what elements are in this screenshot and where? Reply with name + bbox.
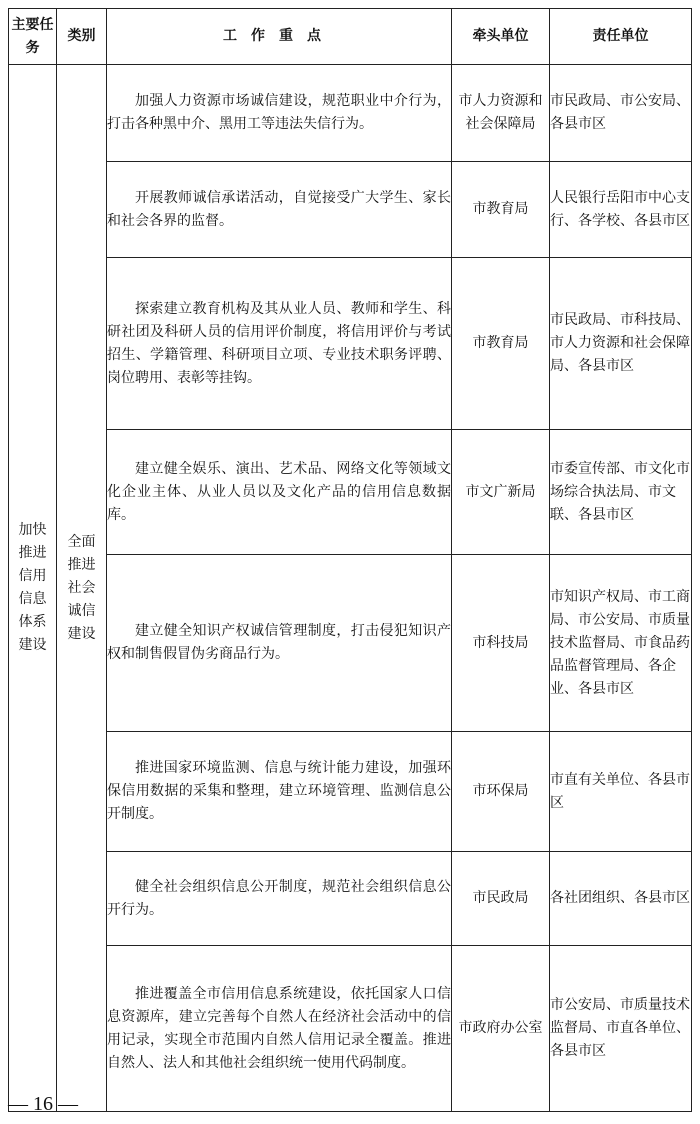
category-text: 全面推进社会诚信建设	[67, 533, 96, 642]
responsible-unit-cell: 人民银行岳阳市中心支行、各学校、各县市区	[550, 162, 692, 258]
main-task-text: 加快推进信用信息体系建设	[18, 522, 47, 653]
lead-unit-cell: 市教育局	[452, 162, 550, 258]
lead-unit-cell: 市文广新局	[452, 430, 550, 555]
page-number: — 16 —	[8, 1093, 78, 1115]
table-row	[9, 555, 692, 732]
lead-unit-cell: 市政府办公室	[452, 946, 550, 1112]
table-row	[9, 732, 692, 852]
responsible-unit-cell: 市知识产权局、市工商局、市公安局、市质量技术监督局、市食品药品监督管理局、各企业、各县市区	[550, 555, 692, 732]
table-row	[9, 162, 692, 258]
work-focus-cell: 探索建立教育机构及其从业人员、教师和学生、科研社团及科研人员的信用评价制度，将信用评价与考试招生、学籍管理、科研项目立项、专业技术职务评聘、岗位聘用、表彰等挂钩。	[107, 258, 452, 430]
work-focus-cell: 推进覆盖全市信用信息系统建设，依托国家人口信息资源库，建立完善每个自然人在经济社会活动中的信用记录，实现全市范围内自然人信用记录全覆盖。推进自然人、法人和其他社会组织统一使用代码制度。	[107, 946, 452, 1112]
header-category: 类别	[57, 9, 107, 65]
lead-unit-cell: 市环保局	[452, 732, 550, 852]
responsible-unit-cell: 市民政局、市公安局、各县市区	[550, 65, 692, 162]
responsible-unit-cell: 市直有关单位、各县市区	[550, 732, 692, 852]
table-header-row	[9, 9, 692, 65]
document-table-wrapper	[8, 8, 692, 1112]
table-row	[9, 946, 692, 1112]
table-row	[9, 852, 692, 946]
responsible-unit-cell: 市公安局、市质量技术监督局、市直各单位、各县市区	[550, 946, 692, 1112]
lead-unit-cell: 市教育局	[452, 258, 550, 430]
header-responsible-unit: 责任单位	[550, 9, 692, 65]
lead-unit-cell: 市民政局	[452, 852, 550, 946]
lead-unit-cell: 市科技局	[452, 555, 550, 732]
responsible-unit-cell: 各社团组织、各县市区	[550, 852, 692, 946]
work-focus-cell: 加强人力资源市场诚信建设，规范职业中介行为，打击各种黑中介、黑用工等违法失信行为。	[107, 65, 452, 162]
work-focus-cell: 建立健全知识产权诚信管理制度，打击侵犯知识产权和制售假冒伪劣商品行为。	[107, 555, 452, 732]
header-main-task: 主要任务	[9, 9, 57, 65]
work-focus-cell: 健全社会组织信息公开制度，规范社会组织信息公开行为。	[107, 852, 452, 946]
responsible-unit-cell: 市民政局、市科技局、市人力资源和社会保障局、各县市区	[550, 258, 692, 430]
category-cell	[57, 65, 107, 1112]
work-focus-cell: 开展教师诚信承诺活动，自觉接受广大学生、家长和社会各界的监督。	[107, 162, 452, 258]
table-row	[9, 65, 692, 162]
header-lead-unit: 牵头单位	[452, 9, 550, 65]
work-focus-cell: 建立健全娱乐、演出、艺术品、网络文化等领域文化企业主体、从业人员以及文化产品的信用信息数据库。	[107, 430, 452, 555]
responsible-unit-cell: 市委宣传部、市文化市场综合执法局、市文联、各县市区	[550, 430, 692, 555]
header-work-focus: 工作重点	[107, 9, 452, 65]
table-row	[9, 430, 692, 555]
main-task-cell	[9, 65, 57, 1112]
table-row	[9, 258, 692, 430]
lead-unit-cell: 市人力资源和社会保障局	[452, 65, 550, 162]
work-focus-cell: 推进国家环境监测、信息与统计能力建设，加强环保信用数据的采集和整理，建立环境管理、监测信息公开制度。	[107, 732, 452, 852]
work-plan-table	[8, 8, 692, 1112]
